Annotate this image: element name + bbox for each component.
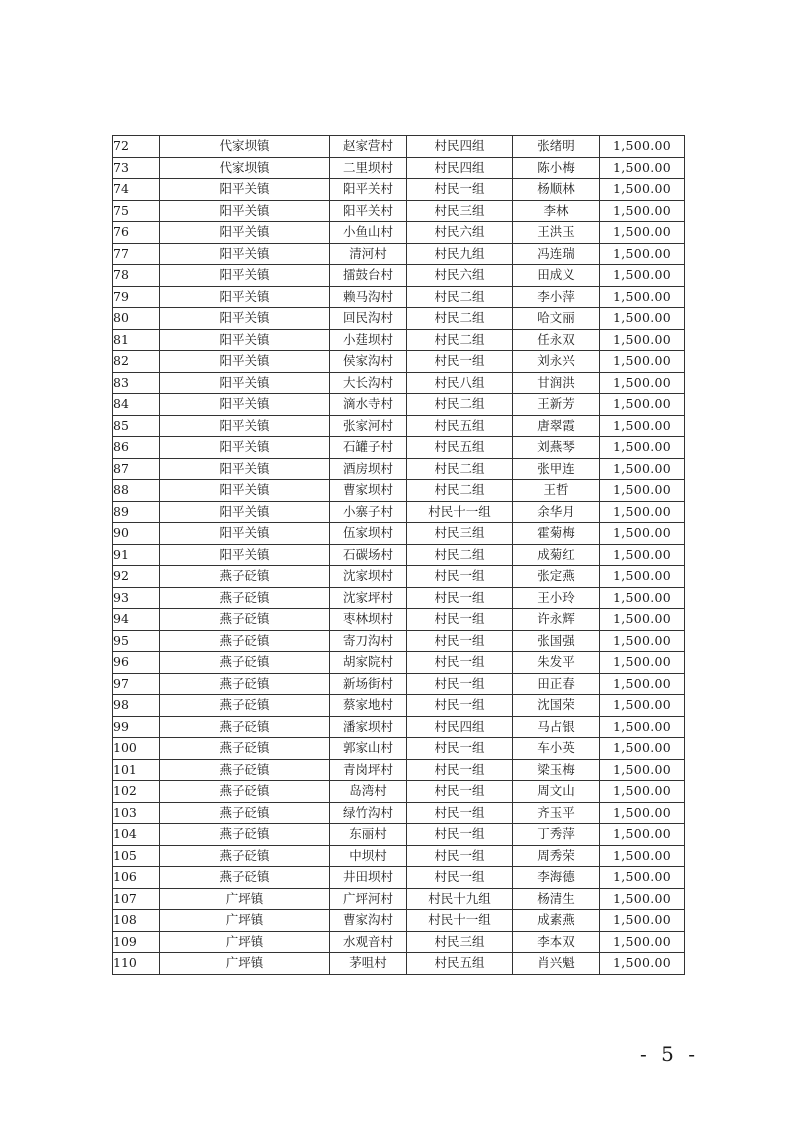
group-cell: 村民一组 [407, 351, 513, 373]
town-cell: 阳平关镇 [160, 286, 330, 308]
name-cell: 田成义 [513, 265, 600, 287]
village-cell: 沈家坪村 [330, 587, 407, 609]
table-row [113, 437, 685, 459]
group-cell: 村民二组 [407, 329, 513, 351]
table-row [113, 243, 685, 265]
amount-cell: 1,500.00 [600, 716, 685, 738]
group-cell: 村民四组 [407, 157, 513, 179]
row-number: 93 [113, 587, 160, 609]
group-cell: 村民一组 [407, 630, 513, 652]
table-row [113, 200, 685, 222]
table-row [113, 845, 685, 867]
village-cell: 酒房坝村 [330, 458, 407, 480]
table-row [113, 351, 685, 373]
group-cell: 村民一组 [407, 566, 513, 588]
group-cell: 村民八组 [407, 372, 513, 394]
town-cell: 阳平关镇 [160, 394, 330, 416]
amount-cell: 1,500.00 [600, 351, 685, 373]
village-cell: 中坝村 [330, 845, 407, 867]
table-row [113, 652, 685, 674]
village-cell: 石碳场村 [330, 544, 407, 566]
row-number: 107 [113, 888, 160, 910]
amount-cell: 1,500.00 [600, 329, 685, 351]
table-row [113, 609, 685, 631]
table-row [113, 222, 685, 244]
amount-cell: 1,500.00 [600, 673, 685, 695]
amount-cell: 1,500.00 [600, 458, 685, 480]
amount-cell: 1,500.00 [600, 630, 685, 652]
row-number: 106 [113, 867, 160, 889]
table-row [113, 867, 685, 889]
town-cell: 燕子砭镇 [160, 566, 330, 588]
row-number: 83 [113, 372, 160, 394]
amount-cell: 1,500.00 [600, 437, 685, 459]
amount-cell: 1,500.00 [600, 372, 685, 394]
name-cell: 齐玉平 [513, 802, 600, 824]
table-row [113, 566, 685, 588]
table-row [113, 695, 685, 717]
town-cell: 代家坝镇 [160, 136, 330, 158]
row-number: 102 [113, 781, 160, 803]
group-cell: 村民五组 [407, 953, 513, 975]
table-row [113, 265, 685, 287]
amount-cell: 1,500.00 [600, 243, 685, 265]
town-cell: 阳平关镇 [160, 243, 330, 265]
row-number: 88 [113, 480, 160, 502]
name-cell: 张绪明 [513, 136, 600, 158]
row-number: 79 [113, 286, 160, 308]
group-cell: 村民一组 [407, 652, 513, 674]
group-cell: 村民六组 [407, 222, 513, 244]
amount-cell: 1,500.00 [600, 587, 685, 609]
table-row [113, 673, 685, 695]
group-cell: 村民二组 [407, 394, 513, 416]
name-cell: 周秀荣 [513, 845, 600, 867]
amount-cell: 1,500.00 [600, 652, 685, 674]
row-number: 78 [113, 265, 160, 287]
table-row [113, 910, 685, 932]
name-cell: 李小萍 [513, 286, 600, 308]
town-cell: 燕子砭镇 [160, 673, 330, 695]
table-row [113, 716, 685, 738]
row-number: 110 [113, 953, 160, 975]
amount-cell: 1,500.00 [600, 609, 685, 631]
town-cell: 燕子砭镇 [160, 716, 330, 738]
name-cell: 肖兴魁 [513, 953, 600, 975]
town-cell: 燕子砭镇 [160, 802, 330, 824]
table-row [113, 630, 685, 652]
row-number: 98 [113, 695, 160, 717]
village-cell: 寄刀沟村 [330, 630, 407, 652]
village-cell: 回民沟村 [330, 308, 407, 330]
name-cell: 任永双 [513, 329, 600, 351]
amount-cell: 1,500.00 [600, 265, 685, 287]
group-cell: 村民一组 [407, 867, 513, 889]
town-cell: 阳平关镇 [160, 179, 330, 201]
town-cell: 燕子砭镇 [160, 587, 330, 609]
group-cell: 村民一组 [407, 587, 513, 609]
village-cell: 清河村 [330, 243, 407, 265]
table-row [113, 286, 685, 308]
town-cell: 阳平关镇 [160, 308, 330, 330]
village-cell: 擂鼓台村 [330, 265, 407, 287]
group-cell: 村民四组 [407, 136, 513, 158]
table-row [113, 931, 685, 953]
row-number: 108 [113, 910, 160, 932]
village-cell: 茅咀村 [330, 953, 407, 975]
group-cell: 村民一组 [407, 179, 513, 201]
group-cell: 村民一组 [407, 673, 513, 695]
table-row [113, 372, 685, 394]
name-cell: 张定燕 [513, 566, 600, 588]
town-cell: 燕子砭镇 [160, 738, 330, 760]
group-cell: 村民二组 [407, 308, 513, 330]
roster-body [113, 136, 685, 975]
name-cell: 杨顺林 [513, 179, 600, 201]
name-cell: 刘永兴 [513, 351, 600, 373]
amount-cell: 1,500.00 [600, 501, 685, 523]
table-row [113, 738, 685, 760]
subsidy-roster-table [112, 135, 685, 975]
amount-cell: 1,500.00 [600, 738, 685, 760]
amount-cell: 1,500.00 [600, 695, 685, 717]
row-number: 100 [113, 738, 160, 760]
table-row [113, 394, 685, 416]
town-cell: 阳平关镇 [160, 222, 330, 244]
group-cell: 村民一组 [407, 609, 513, 631]
name-cell: 王洪玉 [513, 222, 600, 244]
table-row [113, 953, 685, 975]
row-number: 74 [113, 179, 160, 201]
village-cell: 青岗坪村 [330, 759, 407, 781]
row-number: 104 [113, 824, 160, 846]
village-cell: 枣林坝村 [330, 609, 407, 631]
group-cell: 村民一组 [407, 695, 513, 717]
row-number: 76 [113, 222, 160, 244]
name-cell: 马占银 [513, 716, 600, 738]
village-cell: 胡家院村 [330, 652, 407, 674]
village-cell: 绿竹沟村 [330, 802, 407, 824]
group-cell: 村民一组 [407, 802, 513, 824]
row-number: 94 [113, 609, 160, 631]
village-cell: 小寨子村 [330, 501, 407, 523]
name-cell: 周文山 [513, 781, 600, 803]
table-row [113, 415, 685, 437]
group-cell: 村民四组 [407, 716, 513, 738]
village-cell: 大长沟村 [330, 372, 407, 394]
group-cell: 村民一组 [407, 738, 513, 760]
group-cell: 村民二组 [407, 544, 513, 566]
amount-cell: 1,500.00 [600, 523, 685, 545]
village-cell: 潘家坝村 [330, 716, 407, 738]
amount-cell: 1,500.00 [600, 867, 685, 889]
amount-cell: 1,500.00 [600, 136, 685, 158]
table-row [113, 179, 685, 201]
table-row [113, 587, 685, 609]
town-cell: 燕子砭镇 [160, 867, 330, 889]
row-number: 73 [113, 157, 160, 179]
amount-cell: 1,500.00 [600, 179, 685, 201]
table-row [113, 824, 685, 846]
group-cell: 村民一组 [407, 781, 513, 803]
village-cell: 水观音村 [330, 931, 407, 953]
village-cell: 赵家营村 [330, 136, 407, 158]
name-cell: 陈小梅 [513, 157, 600, 179]
name-cell: 梁玉梅 [513, 759, 600, 781]
town-cell: 阳平关镇 [160, 523, 330, 545]
table-row [113, 888, 685, 910]
town-cell: 燕子砭镇 [160, 781, 330, 803]
name-cell: 田正春 [513, 673, 600, 695]
village-cell: 伍家坝村 [330, 523, 407, 545]
row-number: 105 [113, 845, 160, 867]
town-cell: 阳平关镇 [160, 200, 330, 222]
page-number: - 5 - [640, 1042, 699, 1066]
village-cell: 郭家山村 [330, 738, 407, 760]
row-number: 82 [113, 351, 160, 373]
name-cell: 朱发平 [513, 652, 600, 674]
row-number: 99 [113, 716, 160, 738]
name-cell: 车小英 [513, 738, 600, 760]
table-row [113, 544, 685, 566]
village-cell: 二里坝村 [330, 157, 407, 179]
table-row [113, 480, 685, 502]
town-cell: 代家坝镇 [160, 157, 330, 179]
table-row [113, 136, 685, 158]
name-cell: 丁秀萍 [513, 824, 600, 846]
village-cell: 曹家坝村 [330, 480, 407, 502]
group-cell: 村民二组 [407, 480, 513, 502]
name-cell: 杨清生 [513, 888, 600, 910]
town-cell: 燕子砭镇 [160, 652, 330, 674]
row-number: 96 [113, 652, 160, 674]
group-cell: 村民三组 [407, 931, 513, 953]
name-cell: 余华月 [513, 501, 600, 523]
table-row [113, 458, 685, 480]
row-number: 80 [113, 308, 160, 330]
group-cell: 村民一组 [407, 824, 513, 846]
village-cell: 石罐子村 [330, 437, 407, 459]
name-cell: 王新芳 [513, 394, 600, 416]
row-number: 95 [113, 630, 160, 652]
name-cell: 王哲 [513, 480, 600, 502]
group-cell: 村民九组 [407, 243, 513, 265]
town-cell: 广坪镇 [160, 910, 330, 932]
name-cell: 成素燕 [513, 910, 600, 932]
row-number: 81 [113, 329, 160, 351]
name-cell: 唐翠霞 [513, 415, 600, 437]
town-cell: 阳平关镇 [160, 372, 330, 394]
town-cell: 燕子砭镇 [160, 695, 330, 717]
amount-cell: 1,500.00 [600, 394, 685, 416]
town-cell: 阳平关镇 [160, 351, 330, 373]
town-cell: 燕子砭镇 [160, 824, 330, 846]
name-cell: 霍菊梅 [513, 523, 600, 545]
amount-cell: 1,500.00 [600, 802, 685, 824]
town-cell: 阳平关镇 [160, 437, 330, 459]
town-cell: 阳平关镇 [160, 415, 330, 437]
town-cell: 广坪镇 [160, 953, 330, 975]
amount-cell: 1,500.00 [600, 157, 685, 179]
group-cell: 村民六组 [407, 265, 513, 287]
group-cell: 村民五组 [407, 415, 513, 437]
row-number: 91 [113, 544, 160, 566]
village-cell: 新场街村 [330, 673, 407, 695]
name-cell: 李海德 [513, 867, 600, 889]
town-cell: 燕子砭镇 [160, 630, 330, 652]
name-cell: 哈文丽 [513, 308, 600, 330]
row-number: 90 [113, 523, 160, 545]
amount-cell: 1,500.00 [600, 910, 685, 932]
table-row [113, 759, 685, 781]
village-cell: 侯家沟村 [330, 351, 407, 373]
amount-cell: 1,500.00 [600, 480, 685, 502]
name-cell: 成菊红 [513, 544, 600, 566]
row-number: 85 [113, 415, 160, 437]
row-number: 72 [113, 136, 160, 158]
row-number: 77 [113, 243, 160, 265]
town-cell: 阳平关镇 [160, 329, 330, 351]
name-cell: 李林 [513, 200, 600, 222]
group-cell: 村民十一组 [407, 910, 513, 932]
village-cell: 东丽村 [330, 824, 407, 846]
name-cell: 甘润洪 [513, 372, 600, 394]
amount-cell: 1,500.00 [600, 781, 685, 803]
group-cell: 村民三组 [407, 200, 513, 222]
amount-cell: 1,500.00 [600, 200, 685, 222]
amount-cell: 1,500.00 [600, 953, 685, 975]
town-cell: 阳平关镇 [160, 458, 330, 480]
name-cell: 刘燕琴 [513, 437, 600, 459]
table-row [113, 781, 685, 803]
amount-cell: 1,500.00 [600, 566, 685, 588]
village-cell: 张家河村 [330, 415, 407, 437]
amount-cell: 1,500.00 [600, 824, 685, 846]
name-cell: 王小玲 [513, 587, 600, 609]
row-number: 87 [113, 458, 160, 480]
group-cell: 村民一组 [407, 845, 513, 867]
town-cell: 燕子砭镇 [160, 609, 330, 631]
name-cell: 张国强 [513, 630, 600, 652]
table-row [113, 329, 685, 351]
group-cell: 村民一组 [407, 759, 513, 781]
group-cell: 村民五组 [407, 437, 513, 459]
group-cell: 村民二组 [407, 458, 513, 480]
row-number: 101 [113, 759, 160, 781]
name-cell: 张甲连 [513, 458, 600, 480]
name-cell: 李本双 [513, 931, 600, 953]
table-row [113, 501, 685, 523]
amount-cell: 1,500.00 [600, 845, 685, 867]
table-row [113, 308, 685, 330]
village-cell: 阳平关村 [330, 200, 407, 222]
village-cell: 蔡家地村 [330, 695, 407, 717]
row-number: 75 [113, 200, 160, 222]
amount-cell: 1,500.00 [600, 286, 685, 308]
village-cell: 小莛坝村 [330, 329, 407, 351]
amount-cell: 1,500.00 [600, 308, 685, 330]
village-cell: 沈家坝村 [330, 566, 407, 588]
row-number: 84 [113, 394, 160, 416]
village-cell: 广坪河村 [330, 888, 407, 910]
village-cell: 曹家沟村 [330, 910, 407, 932]
amount-cell: 1,500.00 [600, 888, 685, 910]
town-cell: 阳平关镇 [160, 265, 330, 287]
row-number: 97 [113, 673, 160, 695]
village-cell: 井田坝村 [330, 867, 407, 889]
table-row [113, 802, 685, 824]
row-number: 109 [113, 931, 160, 953]
town-cell: 燕子砭镇 [160, 845, 330, 867]
row-number: 92 [113, 566, 160, 588]
village-cell: 赖马沟村 [330, 286, 407, 308]
town-cell: 广坪镇 [160, 931, 330, 953]
village-cell: 小鱼山村 [330, 222, 407, 244]
row-number: 89 [113, 501, 160, 523]
group-cell: 村民十一组 [407, 501, 513, 523]
group-cell: 村民二组 [407, 286, 513, 308]
group-cell: 村民十九组 [407, 888, 513, 910]
amount-cell: 1,500.00 [600, 415, 685, 437]
table-row [113, 157, 685, 179]
amount-cell: 1,500.00 [600, 759, 685, 781]
row-number: 86 [113, 437, 160, 459]
town-cell: 阳平关镇 [160, 501, 330, 523]
table-row [113, 523, 685, 545]
group-cell: 村民三组 [407, 523, 513, 545]
amount-cell: 1,500.00 [600, 544, 685, 566]
amount-cell: 1,500.00 [600, 222, 685, 244]
row-number: 103 [113, 802, 160, 824]
name-cell: 沈国荣 [513, 695, 600, 717]
town-cell: 燕子砭镇 [160, 759, 330, 781]
name-cell: 许永辉 [513, 609, 600, 631]
amount-cell: 1,500.00 [600, 931, 685, 953]
name-cell: 冯连瑞 [513, 243, 600, 265]
village-cell: 阳平关村 [330, 179, 407, 201]
village-cell: 岛湾村 [330, 781, 407, 803]
town-cell: 阳平关镇 [160, 480, 330, 502]
town-cell: 广坪镇 [160, 888, 330, 910]
village-cell: 滴水寺村 [330, 394, 407, 416]
town-cell: 阳平关镇 [160, 544, 330, 566]
